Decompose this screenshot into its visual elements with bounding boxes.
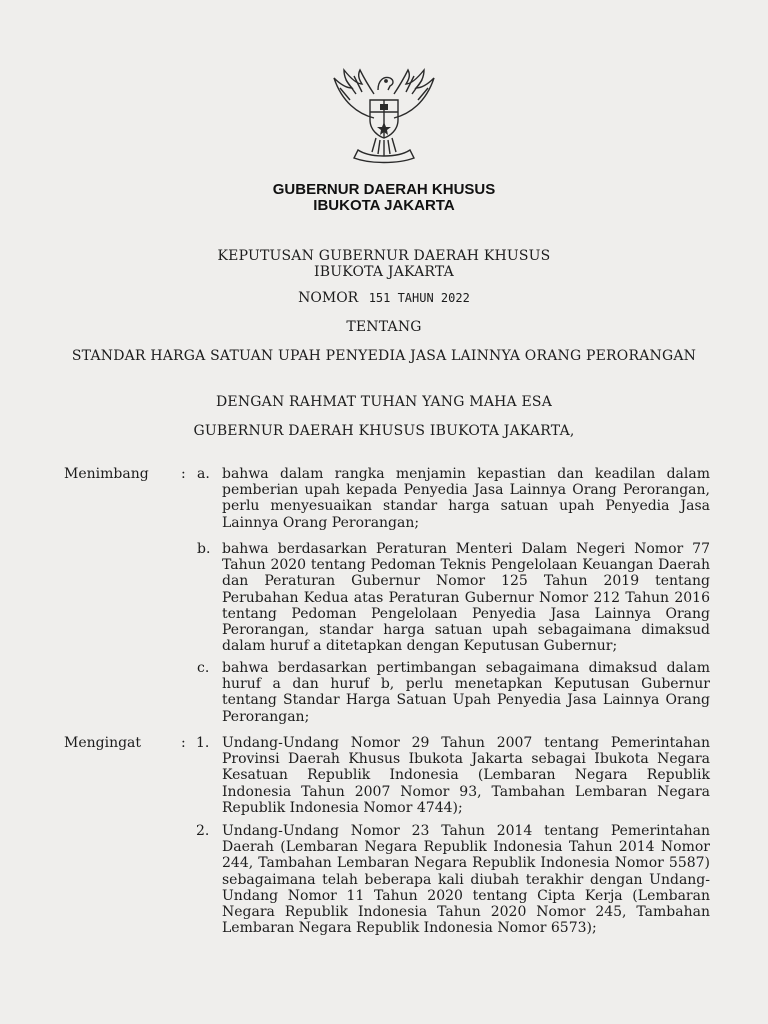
item-marker-c: c.	[197, 660, 210, 676]
item-marker-a: a.	[197, 466, 210, 482]
nomor-value: 151 TAHUN 2022	[368, 291, 470, 305]
menimbang-colon: :	[181, 466, 186, 482]
garuda-emblem-icon	[328, 66, 440, 166]
tentang-label: TENTANG	[346, 319, 422, 335]
menimbang-item-a: bahwa dalam rangka menjamin kepastian dan keadilan dalam pemberian upah kepada Penyedia Jasa Lainnya Orang Perorangan, perlu menyesuaikan standar harga satuan upah Penyedia Jasa Lainnya Orang Perorangan;	[222, 466, 710, 531]
item-marker-b: b.	[197, 541, 211, 557]
menimbang-item-b: bahwa berdasarkan Peraturan Menteri Dalam Negeri Nomor 77 Tahun 2020 tentang Pedoman Teknis Pengelolaan Keuangan Daerah dan Peraturan Gubernur Nomor 125 Tahun 2019 tentang Perubahan Kedua atas Peraturan Gubernur Nomor 212 Tahun 2016 tentang Pedoman Pengelolaan Penyedia Jasa Lainnya Orang Perorangan, standar harga satuan upah sebagaimana dimaksud dalam huruf a ditetapkan dengan Keputusan Gubernur;	[222, 541, 710, 655]
authority-line-1: GUBERNUR DAERAH KHUSUS	[272, 181, 496, 198]
decree-title-line-2: IBUKOTA JAKARTA	[313, 264, 454, 280]
mengingat-item-1: Undang-Undang Nomor 29 Tahun 2007 tentang Pemerintahan Provinsi Daerah Khusus Ibukota Jakarta sebagai Ibukota Negara Kesatuan Republik Indonesia (Lembaran Negara Republik Indonesia Tahun 2007 Nomor 93, Tambahan Lembaran Negara Republik Indonesia Nomor 4744);	[222, 735, 710, 816]
issuer: GUBERNUR DAERAH KHUSUS IBUKOTA JAKARTA,	[193, 423, 575, 439]
decree-number	[0, 290, 768, 306]
item-marker-1: 1.	[196, 735, 210, 751]
decree-subject: STANDAR HARGA SATUAN UPAH PENYEDIA JASA LAINNYA ORANG PERORANGAN	[71, 348, 697, 364]
authority-line-2: IBUKOTA JAKARTA	[313, 197, 455, 214]
mengingat-item-2: Undang-Undang Nomor 23 Tahun 2014 tentang Pemerintahan Daerah (Lembaran Negara Republik Indonesia Tahun 2014 Nomor 244, Tambahan Lembaran Negara Republik Indonesia Nomor 5587) sebagaimana telah beberapa kali diubah terakhir dengan Undang-Undang Nomor 11 Tahun 2020 tentang Cipta Kerja (Lembaran Negara Republik Indonesia Tahun 2020 Nomor 245, Tambahan Lembaran Negara Republik Indonesia Nomor 6573);	[222, 823, 710, 937]
item-marker-2: 2.	[196, 823, 210, 839]
mengingat-colon: :	[181, 735, 186, 751]
invocation: DENGAN RAHMAT TUHAN YANG MAHA ESA	[215, 394, 553, 410]
mengingat-label: Mengingat	[64, 735, 142, 751]
decree-title-line-1: KEPUTUSAN GUBERNUR DAERAH KHUSUS	[217, 248, 551, 264]
nomor-label: NOMOR	[298, 290, 359, 306]
menimbang-item-c: bahwa berdasarkan pertimbangan sebagaimana dimaksud dalam huruf a dan huruf b, perlu menetapkan Keputusan Gubernur tentang Standar Harga Satuan Upah Penyedia Jasa Lainnya Orang Perorangan;	[222, 660, 710, 725]
menimbang-label: Menimbang	[64, 466, 149, 482]
